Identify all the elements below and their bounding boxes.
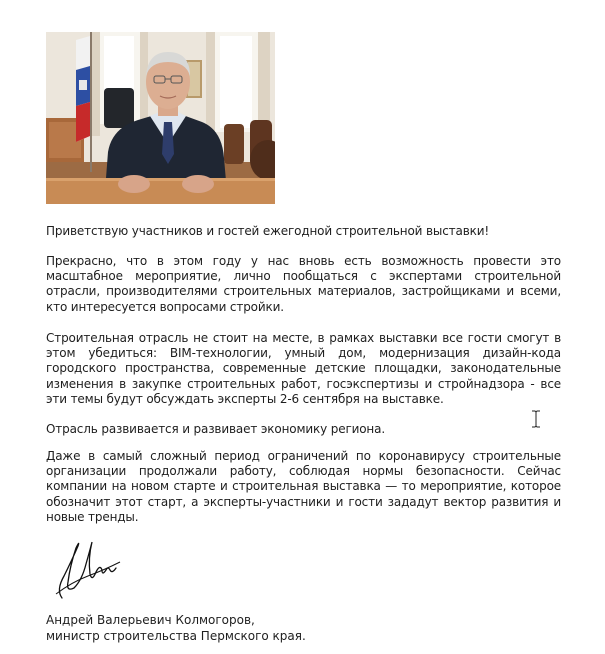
paragraph-2: Строительная отрасль не стоит на месте, в рамках выставки все гости смогут в этом убедиться: BIM-технологии, умный дом, модернизация дизайн-кода городского пространства, современные детские площадки, законодательные изменения в закупке строительных работ, госэкспертизы и стройнадзора - все эти темы будут обсуждать эксперты 2-6 сентября на выставке.: [46, 331, 561, 406]
paragraph-1: Прекрасно, что в этом году у нас вновь есть возможность провести это масштабное мероприятие, лично пообщаться с экспертами строительной отрасли, производителями строительных материалов, застройщиками и всеми, кто интересуется вопросами стройки.: [46, 254, 561, 314]
author-name: Андрей Валерьевич Колмогоров,: [46, 613, 255, 627]
paragraph-3: Отрасль развивается и развивает экономику региона.: [46, 422, 386, 436]
signature: [52, 536, 122, 600]
portrait-illustration: [46, 32, 275, 204]
minister-photo: [46, 32, 275, 204]
greeting: Приветствую участников и гостей ежегодной строительной выставки!: [46, 224, 490, 238]
author-block: [46, 613, 306, 644]
text-cursor-icon: [531, 410, 541, 428]
author-position: министр строительства Пермского края.: [46, 628, 306, 643]
paragraph-4: Даже в самый сложный период ограничений по коронавирусу строительные организации продолжали работу, соблюдая нормы безопасности. Сейчас компании на новом старте и строительная выставка — то мероприятие, которое обозначит этот старт, а эксперты-участники и гости зададут вектор развития и новые тренды.: [46, 449, 561, 524]
